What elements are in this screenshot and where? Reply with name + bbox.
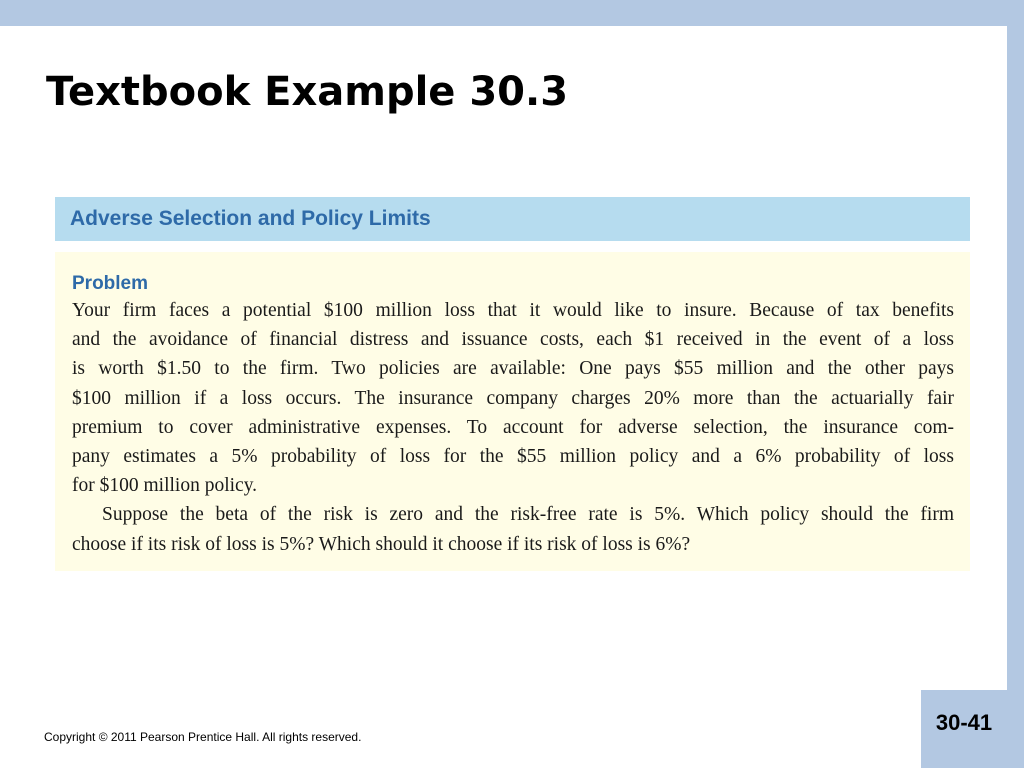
paragraph-line: $100 million if a loss occurs. The insurance company charges 20% more than the actuarially fair <box>72 387 954 409</box>
paragraph-line: and the avoidance of financial distress and issuance costs, each $1 received in the event of a loss <box>72 329 954 351</box>
slide-title: Textbook Example 30.3 <box>46 69 569 115</box>
paragraph-line: pany estimates a 5% probability of loss for the $55 million policy and a 6% probability of loss <box>72 446 954 468</box>
paragraph-line: for $100 million policy. <box>72 475 258 497</box>
problem-box <box>55 252 970 571</box>
problem-paragraph-1 <box>72 296 954 500</box>
paragraph-line: Suppose the beta of the risk is zero and the risk-free rate is 5%. Which policy should the firm <box>102 504 954 526</box>
copyright-notice: Copyright © 2011 Pearson Prentice Hall. All rights reserved. <box>44 730 362 744</box>
paragraph-line: choose if its risk of loss is 5%? Which should it choose if its risk of loss is 6%? <box>72 533 691 555</box>
page-number: 30-41 <box>935 710 993 735</box>
example-header: Adverse Selection and Policy Limits <box>55 197 970 241</box>
right-frame-bar <box>1007 0 1024 768</box>
paragraph-line: premium to cover administrative expenses. To account for adverse selection, the insurance com- <box>72 416 954 438</box>
paragraph-line: is worth $1.50 to the firm. Two policies are available: One pays $55 million and the other pays <box>72 358 954 380</box>
top-frame-bar <box>0 0 1024 26</box>
problem-heading: Problem <box>72 273 149 294</box>
problem-paragraph-2 <box>72 500 954 558</box>
paragraph-line: Your firm faces a potential $100 million loss that it would like to insure. Because of tax benefits <box>72 300 954 321</box>
